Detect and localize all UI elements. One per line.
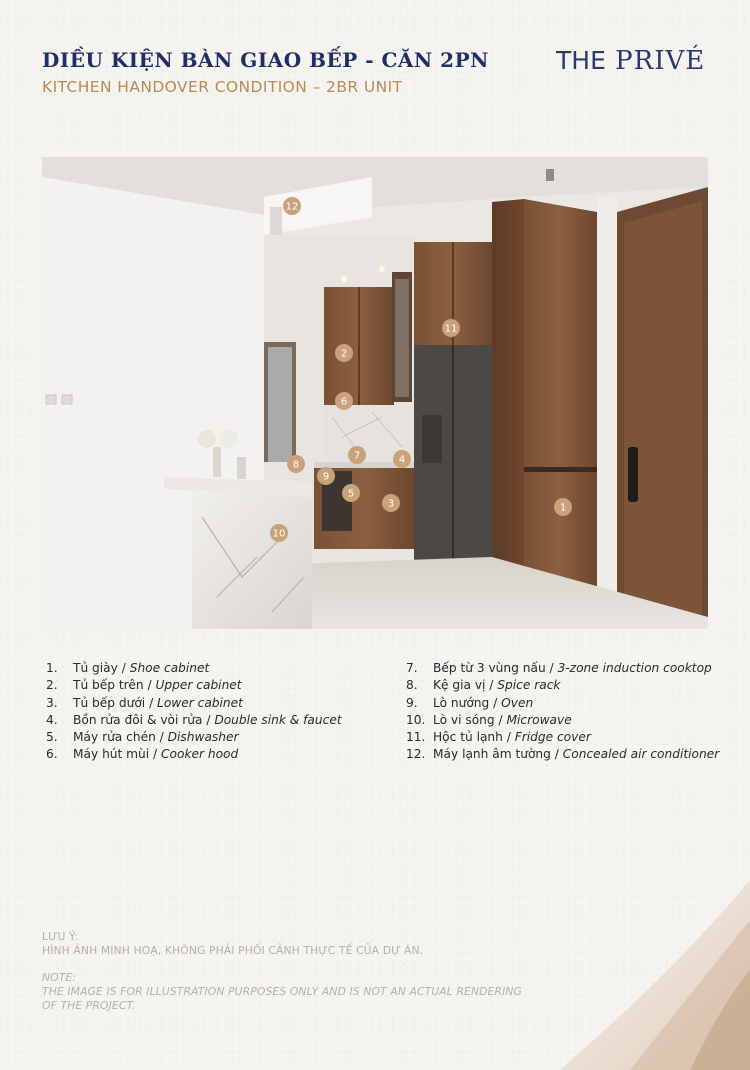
legend-right xyxy=(406,660,719,764)
svg-text:6: 6 xyxy=(340,396,348,408)
svg-text:9: 9 xyxy=(322,471,330,483)
svg-text:5: 5 xyxy=(347,488,355,500)
badge-2 xyxy=(335,344,353,362)
disclaimer-vn-text: HÌNH ẢNH MINH HOẠ, KHÔNG PHẢI PHỐI CẢNH THỰC TẾ CỦA DỰ ÁN. xyxy=(42,944,424,957)
page-title-en: KITCHEN HANDOVER CONDITION – 2BR UNIT xyxy=(42,78,403,96)
legend-item: 6. Máy hút mùi / Cooker hood xyxy=(46,747,239,762)
svg-text:4: 4 xyxy=(398,454,406,466)
legend-item: 9. Lò nướng / Oven xyxy=(406,695,534,710)
badge-6 xyxy=(335,392,353,410)
svg-text:7: 7 xyxy=(353,450,361,462)
legend-item: 5. Máy rửa chén / Dishwasher xyxy=(46,730,239,745)
badge-11 xyxy=(442,319,460,337)
logo-the: THE xyxy=(556,46,606,75)
legend-left xyxy=(46,660,342,764)
disclaimer-vn-label: LƯU Ý: xyxy=(42,930,79,943)
legend-item: 12. Máy lạnh âm tường / Concealed air conditioner xyxy=(406,747,720,762)
badge-1 xyxy=(554,498,572,516)
badge-9 xyxy=(317,467,335,485)
badge-12 xyxy=(283,197,301,215)
legend-item: 8. Kệ gia vị / Spice rack xyxy=(406,678,561,693)
the-prive-logo xyxy=(556,46,705,76)
svg-text:1: 1 xyxy=(559,502,567,514)
disclaimer-en-line1: THE IMAGE IS FOR ILLUSTRATION PURPOSES ONLY AND IS NOT AN ACTUAL RENDERING xyxy=(42,985,523,998)
legend-item: 1. Tủ giày / Shoe cabinet xyxy=(46,661,210,675)
badge-5 xyxy=(342,484,360,502)
svg-text:12: 12 xyxy=(285,201,299,213)
svg-text:11: 11 xyxy=(444,323,458,335)
legend-item: 4. Bồn rửa đôi & vòi rửa / Double sink & faucet xyxy=(46,712,342,727)
svg-text:2: 2 xyxy=(340,348,348,360)
kitchen-illustration xyxy=(42,157,708,629)
badge-7 xyxy=(348,446,366,464)
disclaimer-en-line2: OF THE PROJECT. xyxy=(42,999,136,1012)
svg-text:3: 3 xyxy=(387,498,395,510)
disclaimer-en-label: NOTE: xyxy=(42,971,77,984)
badge-3 xyxy=(382,494,400,512)
svg-text:8: 8 xyxy=(292,459,300,471)
legend-item: 11. Hộc tủ lạnh / Fridge cover xyxy=(406,730,591,745)
logo-prive: PRIVÉ xyxy=(615,46,706,76)
decorative-swoosh xyxy=(520,880,750,1070)
page-title-vn: DIỀU KIỆN BÀN GIAO BẾP - CĂN 2PN xyxy=(42,48,489,72)
badge-4 xyxy=(393,450,411,468)
badge-10 xyxy=(270,524,288,542)
legend-item: 2. Tủ bếp trên / Upper cabinet xyxy=(46,678,242,693)
legend-item: 7. Bếp từ 3 vùng nấu / 3-zone induction cooktop xyxy=(406,661,712,675)
disclaimer-vn xyxy=(42,930,423,958)
svg-text:10: 10 xyxy=(272,528,286,540)
badge-8 xyxy=(287,455,305,473)
legend-item: 3. Tủ bếp dưới / Lower cabinet xyxy=(46,695,243,710)
kitchen-scene xyxy=(42,157,708,629)
disclaimer-en xyxy=(42,971,522,1013)
legend-item: 10. Lò vi sóng / Microwave xyxy=(406,712,572,727)
